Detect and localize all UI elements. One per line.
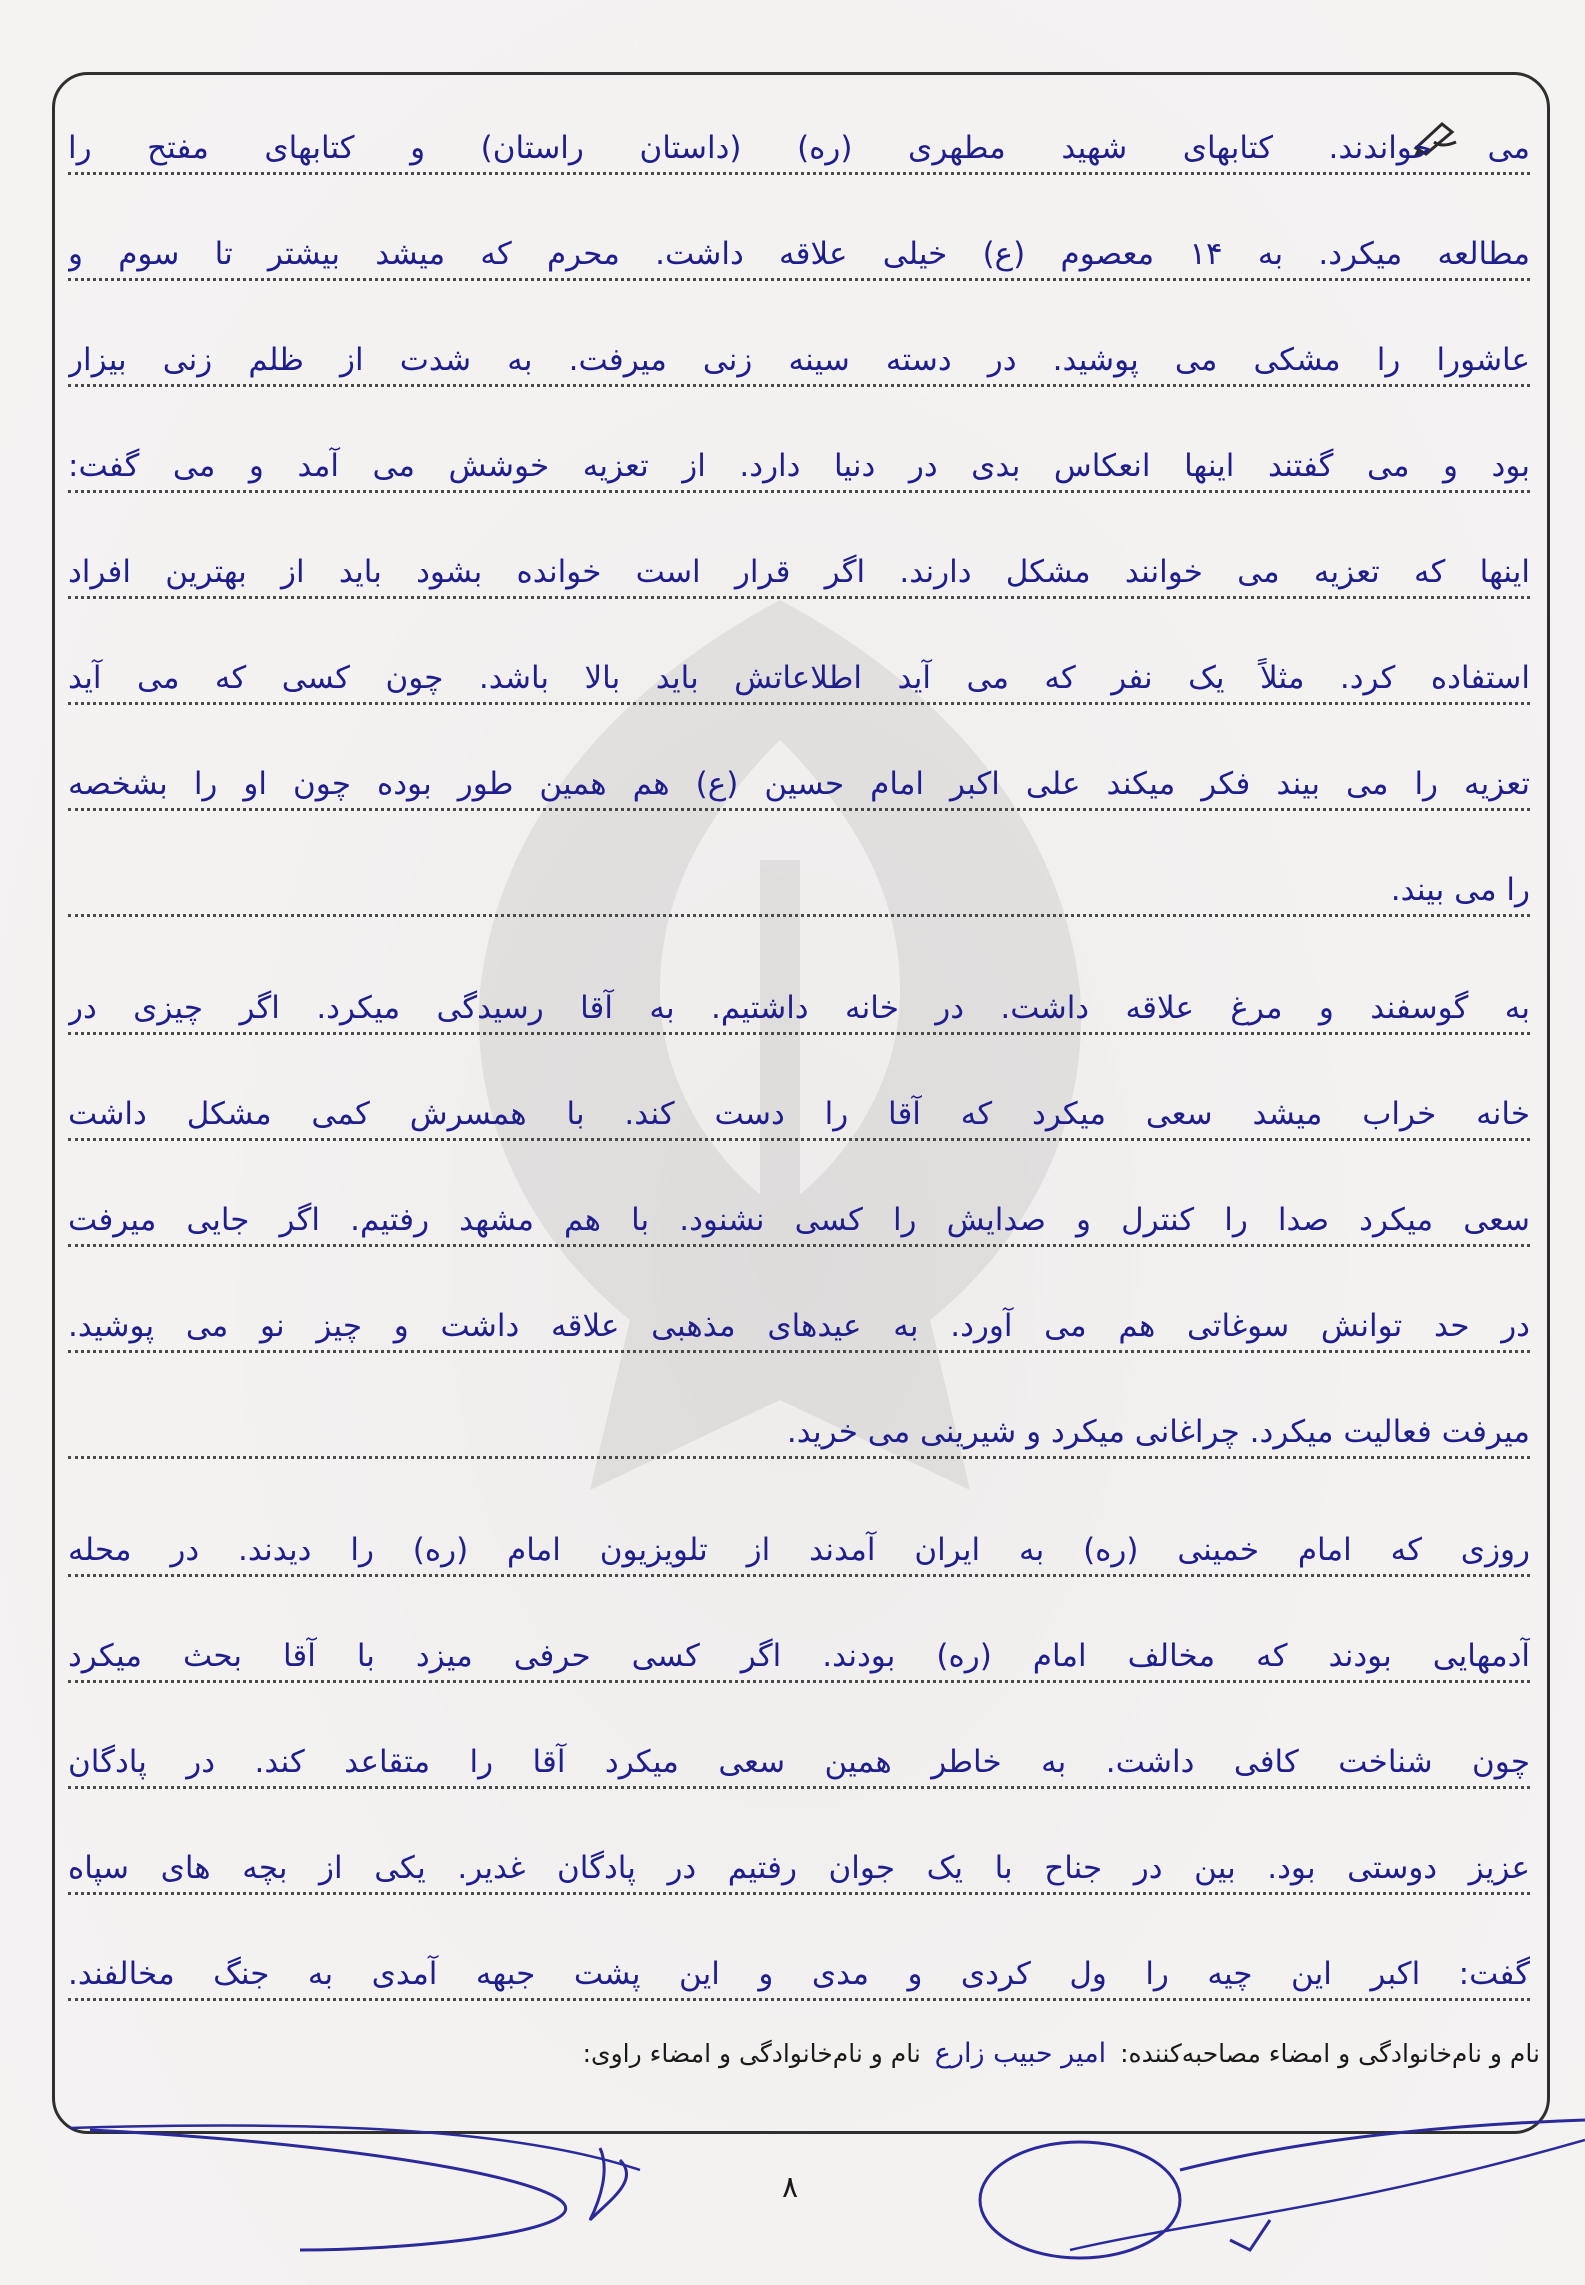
dotted-guide-line (68, 278, 1530, 281)
dotted-guide-line (68, 1244, 1530, 1247)
dotted-guide-line (68, 1456, 1530, 1459)
text-line: اینها که تعزیه می خوانند مشکل دارند. اگر قرار است خوانده بشود باید از بهترین افراد (68, 554, 1530, 590)
dotted-guide-line (68, 914, 1530, 917)
signature-footer (300, 2038, 1540, 2069)
dotted-guide-line (68, 172, 1530, 175)
text-line: سعی میکرد صدا را کنترل و صدایش را کسی نشنود. با هم مشهد رفتیم. اگر جایی میرفت (68, 1202, 1530, 1238)
dotted-guide-line (68, 1032, 1530, 1035)
text-line: چون شناخت کافی داشت. به خاطر همین سعی میکرد آقا را متقاعد کند. در پادگان (68, 1744, 1530, 1780)
dotted-guide-line (68, 1998, 1530, 2001)
text-line: گفت: اکبر این چیه را ول کردی و مدی و این پشت جبهه آمدی به جنگ مخالفند. (68, 1956, 1530, 1992)
text-line: عزیز دوستی بود. بین در جناح با یک جوان رفتیم در پادگان غدیر. یکی از بچه های سپاه (68, 1850, 1530, 1886)
dotted-guide-line (68, 1574, 1530, 1577)
interviewer-label: نام و نام‌خانوادگی و امضاء مصاحبه‌کننده: (1120, 2039, 1540, 2068)
text-line: بود و می گفتند اینها انعکاس بدی در دنیا دارد. از تعزیه خوشش می آمد و می گفت: (68, 448, 1530, 484)
text-line: را می بیند. (1390, 872, 1530, 908)
text-line: آدمهایی بودند که مخالف امام (ره) بودند. اگر کسی حرفی میزد با آقا بحث میکرد (68, 1638, 1530, 1674)
text-line: به گوسفند و مرغ علاقه داشت. در خانه داشتیم. به آقا رسیدگی میکرد. اگر چیزی در (68, 990, 1530, 1026)
dotted-guide-line (68, 596, 1530, 599)
page-number: ۸ (781, 2170, 799, 2205)
text-line: میرفت فعالیت میکرد. چراغانی میکرد و شیرینی می خرید. (786, 1414, 1530, 1450)
dotted-guide-line (68, 1892, 1530, 1895)
interviewer-name: امیر حبیب زارع (934, 2038, 1107, 2069)
text-line: روزی که امام خمینی (ره) به ایران آمدند از تلویزیون امام (ره) را دیدند. در محله (68, 1532, 1530, 1568)
dotted-guide-line (68, 490, 1530, 493)
text-line: خانه خراب میشد سعی میکرد که آقا را دست کند. با همسرش کمی مشکل داشت (68, 1096, 1530, 1132)
text-line: استفاده کرد. مثلاً یک نفر که می آید اطلاعاتش باید بالا باشد. چون کسی که می آید (68, 660, 1530, 696)
narrator-label: نام و نام‌خانوادگی و امضاء راوی: (582, 2039, 921, 2068)
dotted-guide-line (68, 384, 1530, 387)
text-line: تعزیه را می بیند فکر میکند علی اکبر امام حسین (ع) هم همین طور بوده چون او را بشخصه (68, 766, 1530, 802)
text-line: مطالعه میکرد. به ۱۴ معصوم (ع) خیلی علاقه داشت. محرم که میشد بیشتر تا سوم و (68, 236, 1530, 272)
dotted-guide-line (68, 1138, 1530, 1141)
dotted-guide-line (68, 702, 1530, 705)
dotted-guide-line (68, 1350, 1530, 1353)
dotted-guide-line (68, 808, 1530, 811)
text-line: می خواندند. کتابهای شهید مطهری (ره) (داستان راستان) و کتابهای مفتح را (68, 130, 1530, 166)
dotted-guide-line (68, 1680, 1530, 1683)
dotted-guide-line (68, 1786, 1530, 1789)
text-line: عاشورا را مشکی می پوشید. در دسته سینه زنی میرفت. به شدت از ظلم زنی بیزار (68, 342, 1530, 378)
text-line: در حد توانش سوغاتی هم می آورد. به عیدهای مذهبی علاقه داشت و چیز نو می پوشید. (68, 1308, 1530, 1344)
